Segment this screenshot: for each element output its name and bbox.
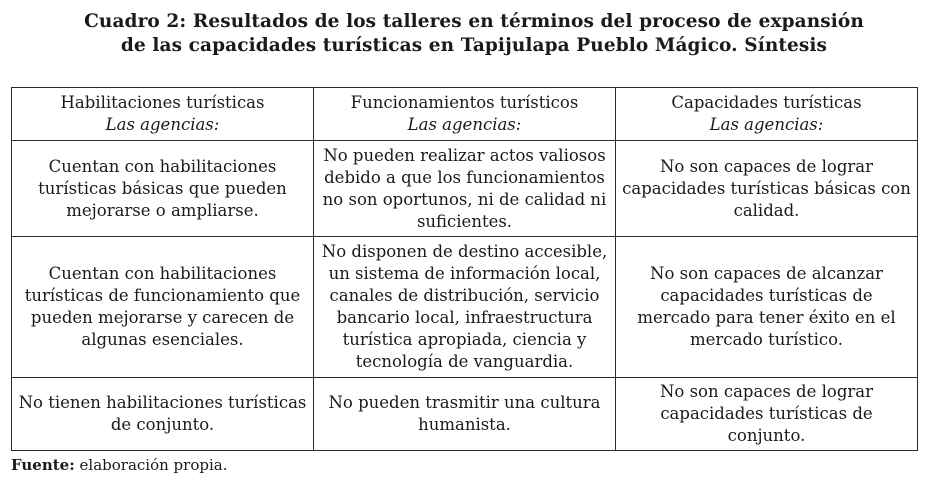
table-header xyxy=(12,88,918,141)
table-cell: No disponen de destino accesible, un sistema de información local, canales de distribución, servicio bancario local, infraestructura turística apropiada, ciencia y tecnología de vanguardia. xyxy=(314,237,616,378)
table-cell: No pueden trasmitir una cultura humanista. xyxy=(314,378,616,451)
header-title: Funcionamientos turísticos xyxy=(350,93,579,112)
table-cell: No son capaces de lograr capacidades turísticas de conjunto. xyxy=(616,378,918,451)
table-row xyxy=(12,141,918,237)
header-capacidades xyxy=(616,88,918,141)
table-row xyxy=(12,237,918,378)
caption-line-2: de las capacidades turísticas en Tapijulapa Pueblo Mágico. Síntesis xyxy=(120,35,828,56)
table-cell: Cuentan con habilitaciones turísticas básicas que pueden mejorarse o ampliarse. xyxy=(12,141,314,237)
header-subtitle: Las agencias: xyxy=(407,115,522,134)
table-cell: No tienen habilitaciones turísticas de conjunto. xyxy=(12,378,314,451)
header-funcionamientos xyxy=(314,88,616,141)
source-text: elaboración propia. xyxy=(79,456,228,474)
source-note xyxy=(11,455,227,475)
table-cell: No pueden realizar actos valiosos debido a que los funcionamientos no son oportunos, ni de calidad ni suficientes. xyxy=(314,141,616,237)
header-subtitle: Las agencias: xyxy=(709,115,824,134)
results-table xyxy=(11,87,918,451)
caption-line-1: Cuadro 2: Resultados de los talleres en términos del proceso de expansión xyxy=(84,11,864,32)
header-habilitaciones xyxy=(12,88,314,141)
table-body xyxy=(12,141,918,451)
header-row xyxy=(12,88,918,141)
table-cell: No son capaces de lograr capacidades turísticas básicas con calidad. xyxy=(616,141,918,237)
source-label: Fuente: xyxy=(11,456,75,474)
header-title: Capacidades turísticas xyxy=(671,93,862,112)
table-row xyxy=(12,378,918,451)
table-caption xyxy=(0,10,948,58)
header-subtitle: Las agencias: xyxy=(105,115,220,134)
header-title: Habilitaciones turísticas xyxy=(60,93,265,112)
table-cell: No son capaces de alcanzar capacidades turísticas de mercado para tener éxito en el mercado turístico. xyxy=(616,237,918,378)
table-cell: Cuentan con habilitaciones turísticas de funcionamiento que pueden mejorarse y carecen de algunas esenciales. xyxy=(12,237,314,378)
